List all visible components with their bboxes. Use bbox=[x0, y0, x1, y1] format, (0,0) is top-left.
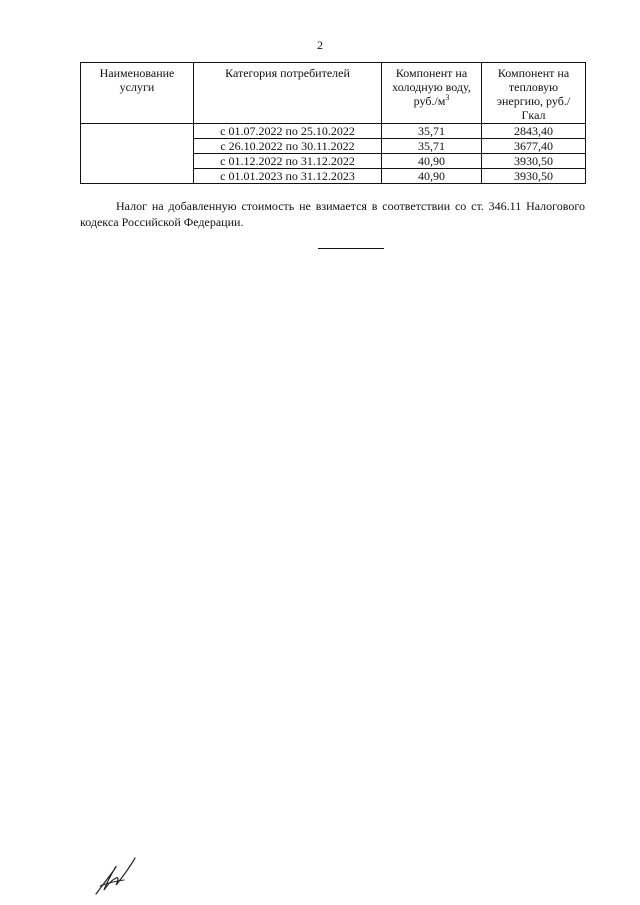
service-name-cell bbox=[81, 124, 194, 184]
vat-note: Налог на добавленную стоимость не взимается в соответствии со ст. 346.11 Налогового кодекса Российской Федерации. bbox=[80, 199, 585, 229]
heat-cell: 3930,50 bbox=[482, 169, 586, 184]
header-cold-water-component bbox=[382, 63, 482, 124]
cold-water-cell: 40,90 bbox=[382, 154, 482, 169]
period-cell: с 01.12.2022 по 31.12.2022 bbox=[194, 154, 382, 169]
cold-water-cell: 35,71 bbox=[382, 124, 482, 139]
heat-cell: 3677,40 bbox=[482, 139, 586, 154]
heat-cell: 2843,40 bbox=[482, 124, 586, 139]
cold-water-cell: 40,90 bbox=[382, 169, 482, 184]
header-cold-water-text: Компонент на холодную воду, руб./м bbox=[392, 66, 471, 108]
header-service: Наименование услуги bbox=[81, 63, 194, 124]
signature-mark bbox=[92, 856, 138, 898]
table-row bbox=[81, 124, 586, 139]
tariff-table bbox=[80, 62, 586, 184]
heat-cell: 3930,50 bbox=[482, 154, 586, 169]
period-cell: с 01.01.2023 по 31.12.2023 bbox=[194, 169, 382, 184]
header-cold-water-unit-exponent: 3 bbox=[445, 93, 450, 102]
table-header-row bbox=[81, 63, 586, 124]
header-consumer-category: Категория потребителей bbox=[194, 63, 382, 124]
end-of-document-rule bbox=[318, 248, 384, 249]
period-cell: с 01.07.2022 по 25.10.2022 bbox=[194, 124, 382, 139]
cold-water-cell: 35,71 bbox=[382, 139, 482, 154]
period-cell: с 26.10.2022 по 30.11.2022 bbox=[194, 139, 382, 154]
page-number: 2 bbox=[317, 38, 323, 52]
header-heat-component: Компонент на тепловую энергию, руб./Гкал bbox=[482, 63, 586, 124]
